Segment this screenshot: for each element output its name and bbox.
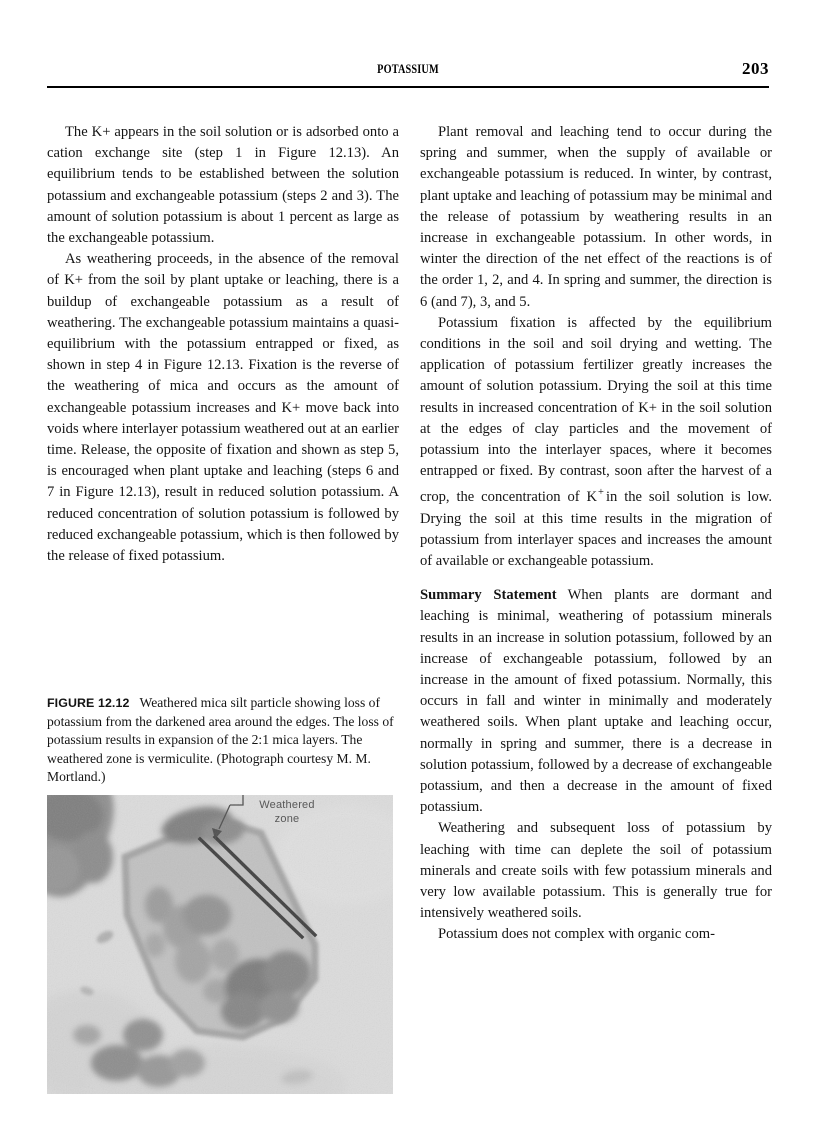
figure-12-12 <box>47 694 399 1094</box>
figure-caption <box>47 694 399 787</box>
weathered-zone-label-line1: Weathered <box>259 798 315 811</box>
paragraph-part-before-superscript: Potassium fixation is affected by the equilibrium conditions in the soil and soil drying and wetting. The application of potassium fertilizer greatly increases the amount of solution potassium. Drying the soil at this time results in increased concentration of K+ in the soil solution at the edges of clay particles and the movement of potassium into the interlayer spaces, where it becomes entrapped or fixed. By contrast, soon after the harvest of a crop, the concentration of K <box>420 314 772 506</box>
figure-caption-text: Weathered mica silt particle showing loss of potassium from the darkened area around the edges. The loss of potassium results in expansion of the 2:1 mica layers. The weathered zone is vermiculite. (Photograph courtesy M. M. Mortland.) <box>47 695 394 785</box>
paragraph <box>420 313 772 572</box>
paragraph: The K+ appears in the soil solution or is adsorbed onto a cation exchange site (step 1 in Figure 12.13). An equilibrium tends to be established between the solution potassium and exchangeable potassium (steps 2 and 3). The amount of solution potassium is about 1 percent as large as the exchangeable potassium. <box>47 124 399 247</box>
micrograph-photograph <box>47 795 393 1094</box>
paragraph-spacer <box>420 572 772 585</box>
micrograph-image <box>47 795 393 1094</box>
weathered-zone-label-line2: zone <box>274 812 300 825</box>
left-text-column <box>47 122 399 567</box>
paragraph: Potassium does not complex with organic com- <box>438 926 715 943</box>
figure-label: FIGURE 12.12 <box>47 696 130 710</box>
right-text-column <box>420 122 772 946</box>
paragraph-part-after-superscript: in the soil solution is low. Drying the soil at this time results in the migration of potassium from interlayer spaces and increases the amount of available or exchangeable potassium. <box>420 489 772 569</box>
summary-statement-heading: Summary Statement <box>420 587 557 604</box>
running-head-title: POTASSIUM <box>377 62 439 76</box>
paragraph: As weathering proceeds, in the absence of the removal of K+ from the soil by plant uptake or leaching, there is a buildup of exchangeable potassium as a result of weathering. The exchangeable potassium maintains a quasi-equilibrium with the potassium entrapped or fixed, as shown in step 4 in Figure 12.13. Fixation is the reverse of the weathering of mica and occurs as the amount of exchangeable potassium increases and K+ move back into voids where interlayer potassium weathered out at an earlier time. Release, the opposite of fixation and shown as step 5, is encouraged when plant uptake and leaching (steps 6 and 7 in Figure 12.13), result in reduced solution potassium. A reduced concentration of solution potassium is followed by reduced exchangeable potassium, which is then followed by the release of fixed potassium. <box>47 251 399 565</box>
header-rule <box>47 86 769 88</box>
summary-statement-paragraph <box>420 585 772 818</box>
paragraph: Plant removal and leaching tend to occur during the spring and summer, when the supply of available or exchangeable potassium is reduced. In winter, by contrast, plant uptake and leaching of potassium may be minimal and the release of potassium by weathering results in an increase in exchangeable potassium. In other words, in winter the direction of the net effect of the reactions is of the order 1, 2, and 4. In spring and summer, the direction is 6 (and 7), 3, and 5. <box>420 124 772 310</box>
superscript-plus: + <box>598 487 604 499</box>
page-header <box>47 59 769 86</box>
summary-statement-text: When plants are dormant and leaching is minimal, weathering of potassium minerals results in an increase in solution potassium, followed by an increase of exchangeable potassium, followed by an increase in the amount of fixed potassium. Normally, this occurs in fall and winter in minimally and moderately weathered soils. When plant uptake and leaching occur, normally in spring and summer, there is a decrease in solution potassium, followed by a decrease of exchangeable potassium, and then a decrease in the amount of fixed potassium. <box>420 587 772 816</box>
page-number: 203 <box>742 59 769 78</box>
weathered-zone-label <box>245 798 329 826</box>
paragraph: Weathering and subsequent loss of potassium by leaching with time can deplete the soil of potassium minerals and create soils with few potassium minerals and very low available potassium. This is generally true for intensively weathered soils. <box>420 820 772 922</box>
